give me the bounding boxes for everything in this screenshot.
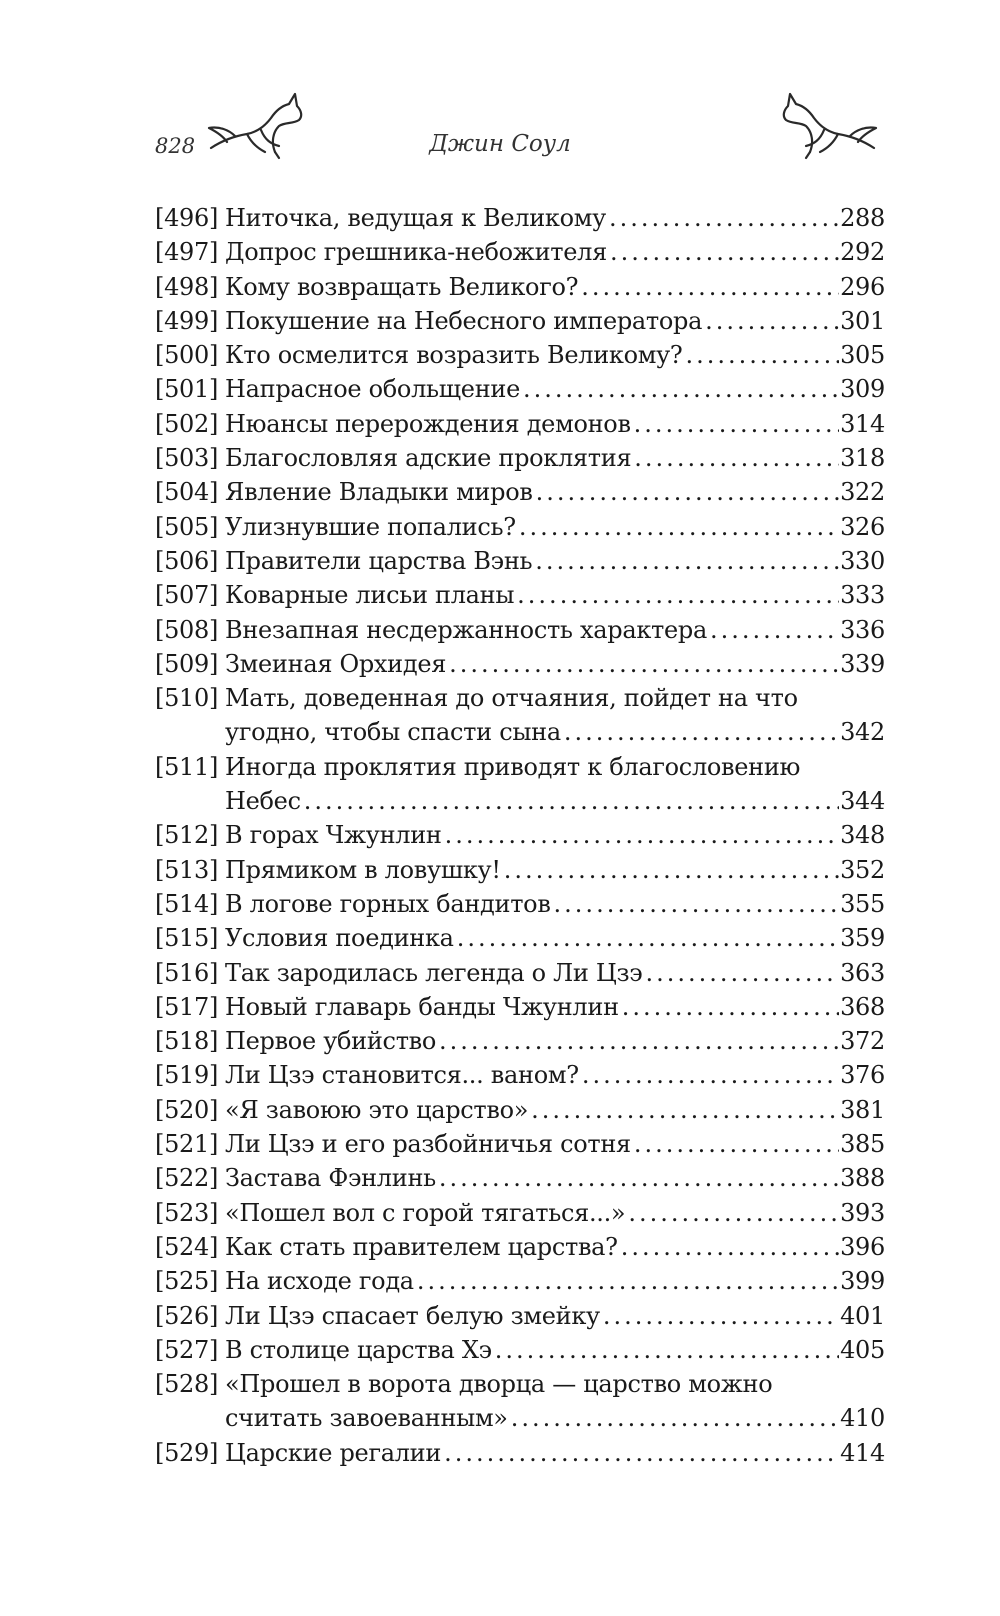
chapter-number: [503] xyxy=(155,444,219,473)
page-ref: 322 xyxy=(840,478,885,507)
chapter-title: Как стать правителем царства? xyxy=(225,1232,618,1261)
page-ref: 305 xyxy=(840,341,885,370)
chapter-title: Ли Цзэ становится... ваном? xyxy=(225,1061,579,1090)
toc-entry xyxy=(155,647,885,681)
chapter-number: [512] xyxy=(155,821,219,850)
chapter-number: [514] xyxy=(155,889,219,918)
dot-leader xyxy=(508,1401,839,1435)
dot-leader xyxy=(579,1058,839,1092)
chapter-number: [513] xyxy=(155,855,219,884)
chapter-number: [520] xyxy=(155,1095,219,1124)
dot-leader xyxy=(606,201,839,235)
chapter-title: считать завоеванным» xyxy=(225,1404,508,1433)
page-ref: 396 xyxy=(840,1232,885,1261)
chapter-title: Ли Цзэ спасает белую змейку xyxy=(225,1301,600,1330)
dot-leader xyxy=(516,510,839,544)
dot-leader xyxy=(501,853,839,887)
chapter-number: [500] xyxy=(155,341,219,370)
dot-leader xyxy=(414,1264,839,1298)
dot-leader xyxy=(442,818,839,852)
page-ref: 309 xyxy=(840,375,885,404)
chapter-number: [506] xyxy=(155,546,219,575)
page-ref: 348 xyxy=(840,821,885,850)
dot-leader xyxy=(454,921,839,955)
toc-entry xyxy=(155,1333,885,1367)
dot-leader xyxy=(642,956,839,990)
page-ref: 385 xyxy=(840,1130,885,1159)
chapter-number: [515] xyxy=(155,924,219,953)
page-ref: 381 xyxy=(840,1095,885,1124)
chapter-number: [522] xyxy=(155,1164,219,1193)
chapter-number: [523] xyxy=(155,1198,219,1227)
toc-entry xyxy=(155,1127,885,1161)
page-ref: 401 xyxy=(840,1301,885,1330)
page-ref: 296 xyxy=(840,272,885,301)
dot-leader xyxy=(561,715,839,749)
chapter-title: В горах Чжунлин xyxy=(225,821,442,850)
chapter-number: [519] xyxy=(155,1061,219,1090)
dot-leader xyxy=(446,647,839,681)
toc-entry xyxy=(155,304,885,338)
dot-leader xyxy=(600,1299,839,1333)
toc-entry xyxy=(155,1264,885,1298)
page-ref: 326 xyxy=(840,512,885,541)
toc-entry xyxy=(155,613,885,647)
chapter-title: Так зародилась легенда о Ли Цзэ xyxy=(225,958,643,987)
page-ref: 330 xyxy=(840,546,885,575)
chapter-number: [510] xyxy=(155,684,219,713)
chapter-title: Улизнувшие попались? xyxy=(225,512,516,541)
toc-entry xyxy=(155,1093,885,1127)
page-ref: 301 xyxy=(840,306,885,335)
page-ref: 336 xyxy=(840,615,885,644)
chapter-number: [509] xyxy=(155,649,219,678)
page-ref: 368 xyxy=(840,992,885,1021)
toc-entry xyxy=(155,887,885,921)
dot-leader xyxy=(618,1230,839,1264)
toc-entry xyxy=(155,270,885,304)
page-ref: 372 xyxy=(840,1027,885,1056)
chapter-title: Застава Фэнлинь xyxy=(225,1164,436,1193)
chapter-number: [507] xyxy=(155,581,219,610)
chapter-number: [529] xyxy=(155,1438,219,1467)
chapter-number: [496] xyxy=(155,204,219,232)
page-ref: 359 xyxy=(840,924,885,953)
chapter-number: [508] xyxy=(155,615,219,644)
toc-entry xyxy=(155,235,885,269)
chapter-title: «Пошел вол с горой тягаться...» xyxy=(225,1198,626,1227)
toc-entry xyxy=(155,441,885,475)
running-title: Джин Соул xyxy=(429,131,571,157)
table-of-contents xyxy=(155,201,885,1470)
toc-entry xyxy=(155,956,885,990)
dot-leader xyxy=(441,1436,839,1470)
chapter-title: Царские регалии xyxy=(225,1438,442,1467)
chapter-title: Мать, доведенная до отчаяния, пойдет на что xyxy=(225,684,798,713)
dot-leader xyxy=(683,338,840,372)
chapter-number: [501] xyxy=(155,375,219,404)
toc-entry xyxy=(155,372,885,406)
page-ref: 393 xyxy=(840,1198,885,1227)
chapter-number: [505] xyxy=(155,512,219,541)
page-ref: 352 xyxy=(840,855,885,884)
chapter-title: Покушение на Небесного императора xyxy=(225,306,703,335)
toc-entry xyxy=(155,201,885,235)
chapter-title: Напрасное обольщение xyxy=(225,375,520,404)
chapter-title: В логове горных бандитов xyxy=(225,889,551,918)
chapter-title: Кому возвращать Великого? xyxy=(225,272,579,301)
page-ref: 363 xyxy=(840,958,885,987)
page-ref: 405 xyxy=(840,1335,885,1364)
dot-leader xyxy=(631,441,839,475)
page-ref: 339 xyxy=(840,649,885,678)
chapter-number: [526] xyxy=(155,1301,219,1330)
chapter-number: [499] xyxy=(155,306,219,335)
page-header xyxy=(0,0,1000,200)
chapter-title: Благословляя адские проклятия xyxy=(225,444,632,473)
dot-leader xyxy=(578,270,839,304)
dot-leader xyxy=(707,613,839,647)
toc-entry xyxy=(155,990,885,1024)
dot-leader xyxy=(436,1161,839,1195)
dot-leader xyxy=(702,304,839,338)
dot-leader xyxy=(607,235,839,269)
chapter-number: [527] xyxy=(155,1335,219,1364)
chapter-title: Условия поединка xyxy=(225,924,454,953)
chapter-title: Первое убийство xyxy=(225,1027,437,1056)
chapter-number: [502] xyxy=(155,409,219,438)
chapter-number: [518] xyxy=(155,1027,219,1056)
toc-entry xyxy=(155,544,885,578)
dot-leader xyxy=(436,1024,839,1058)
toc-entry xyxy=(155,1230,885,1264)
chapter-title: На исходе года xyxy=(225,1267,414,1296)
toc-entry xyxy=(155,681,885,750)
dot-leader xyxy=(533,475,839,509)
chapter-number: [528] xyxy=(155,1370,219,1399)
dot-leader xyxy=(492,1333,839,1367)
chapter-number: [497] xyxy=(155,238,219,267)
toc-entry xyxy=(155,750,885,819)
page-ref: 399 xyxy=(840,1267,885,1296)
chapter-title: Внезапная несдержанность характера xyxy=(225,615,707,644)
chapter-title: Явление Владыки миров xyxy=(225,478,533,507)
chapter-title: Новый главарь банды Чжунлин xyxy=(225,992,619,1021)
dot-leader xyxy=(619,990,839,1024)
page-ref: 355 xyxy=(840,889,885,918)
chapter-title: Нюансы перерождения демонов xyxy=(225,409,631,438)
page-ref: 410 xyxy=(840,1404,885,1433)
chapter-title: Иногда проклятия приводят к благословению xyxy=(225,752,801,781)
page-ref: 333 xyxy=(840,581,885,610)
page-ref: 342 xyxy=(840,718,885,747)
dot-leader xyxy=(301,784,839,818)
chapter-title: Ли Цзэ и его разбойничья сотня xyxy=(225,1130,631,1159)
chapter-title: «Я завоюю это царство» xyxy=(225,1095,529,1124)
chapter-title: Правители царства Вэнь xyxy=(225,546,533,575)
page-ref: 344 xyxy=(840,787,885,816)
toc-entry xyxy=(155,1024,885,1058)
toc-entry xyxy=(155,1058,885,1092)
chapter-number: [511] xyxy=(155,752,219,781)
dot-leader xyxy=(551,887,839,921)
toc-entry xyxy=(155,818,885,852)
toc-entry xyxy=(155,853,885,887)
page-ref: 288 xyxy=(840,204,885,232)
dot-leader xyxy=(528,1093,839,1127)
chapter-title: Коварные лисьи планы xyxy=(225,581,515,610)
dot-leader xyxy=(532,544,839,578)
toc-entry xyxy=(155,1299,885,1333)
toc-entry xyxy=(155,407,885,441)
toc-entry xyxy=(155,338,885,372)
chapter-title: Допрос грешника-небожителя xyxy=(225,238,607,267)
toc-entry xyxy=(155,1367,885,1436)
page-ref: 388 xyxy=(840,1164,885,1193)
page-ref: 318 xyxy=(840,444,885,473)
dot-leader xyxy=(520,372,839,406)
toc-entry xyxy=(155,1196,885,1230)
fox-icon xyxy=(780,86,880,166)
chapter-number: [516] xyxy=(155,958,219,987)
chapter-number: [498] xyxy=(155,272,219,301)
toc-entry xyxy=(155,1161,885,1195)
chapter-number: [524] xyxy=(155,1232,219,1261)
page-ref: 414 xyxy=(840,1438,885,1467)
chapter-title: «Прошел в ворота дворца — царство можно xyxy=(225,1370,773,1399)
page-ref: 292 xyxy=(840,238,885,267)
chapter-title: Кто осмелится возразить Великому? xyxy=(225,341,683,370)
toc-entry xyxy=(155,475,885,509)
toc-entry xyxy=(155,1436,885,1470)
toc-entry xyxy=(155,921,885,955)
chapter-title: В столице царства Хэ xyxy=(225,1335,492,1364)
toc-entry xyxy=(155,578,885,612)
dot-leader xyxy=(625,1196,839,1230)
chapter-number: [517] xyxy=(155,992,219,1021)
chapter-number: [521] xyxy=(155,1130,219,1159)
chapter-number: [525] xyxy=(155,1267,219,1296)
chapter-title: Прямиком в ловушку! xyxy=(225,855,501,884)
chapter-title: Змеиная Орхидея xyxy=(225,649,447,678)
dot-leader xyxy=(631,1127,839,1161)
page-ref: 314 xyxy=(840,409,885,438)
chapter-title: Ниточка, ведущая к Великому xyxy=(225,204,606,232)
toc-entry xyxy=(155,510,885,544)
dot-leader xyxy=(631,407,839,441)
page-ref: 376 xyxy=(840,1061,885,1090)
chapter-number: [504] xyxy=(155,478,219,507)
chapter-title: Небес xyxy=(225,787,301,816)
page-number: 828 xyxy=(155,134,196,158)
chapter-title: угодно, чтобы спасти сына xyxy=(225,718,561,747)
dot-leader xyxy=(514,578,839,612)
